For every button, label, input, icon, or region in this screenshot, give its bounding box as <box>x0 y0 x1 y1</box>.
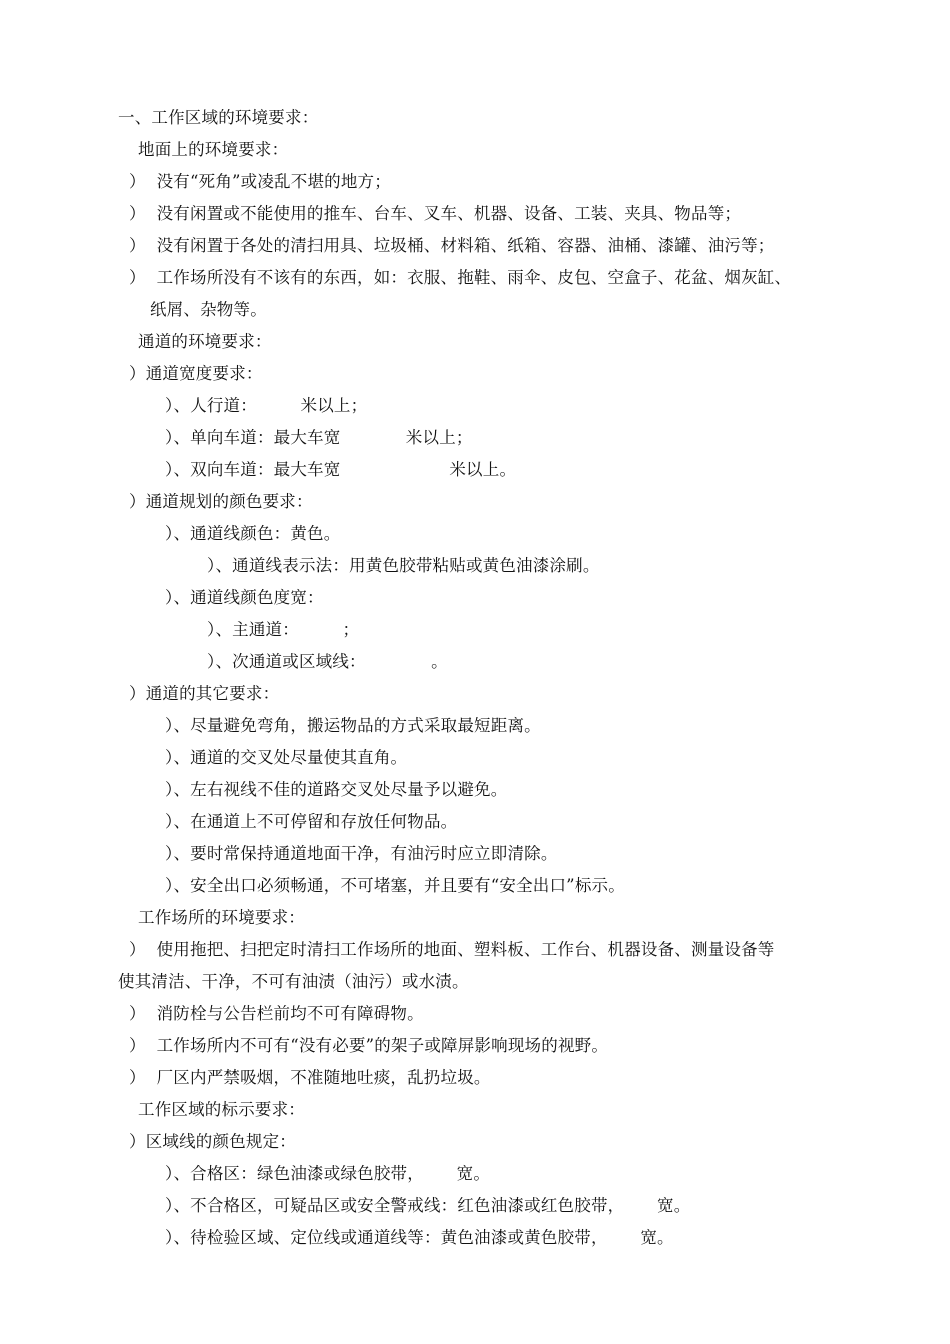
sub-list-item: ）、不合格区，可疑品区或安全警戒线：红色油漆或红色胶带， 宽。 <box>165 1196 691 1215</box>
list-item: ） 厂区内严禁吸烟，不准随地吐痰，乱扔垃圾。 <box>129 1068 491 1087</box>
sub-list-item: ）、尽量避免弯角，搬运物品的方式采取最短距离。 <box>165 716 541 735</box>
section-heading: 一、工作区域的环境要求： <box>118 108 319 127</box>
list-item: ） 没有闲置于各处的清扫用具、垃圾桶、材料箱、纸箱、容器、油桶、漆罐、油污等； <box>129 236 775 255</box>
sub-list-item: ）、通道线颜色：黄色。 <box>165 524 341 543</box>
list-item-continuation: 使其清洁、干净，不可有油渍（油污）或水渍。 <box>118 972 469 991</box>
sub-list-item: ）、左右视线不佳的道路交叉处尽量予以避免。 <box>165 780 508 799</box>
list-item: ）区域线的颜色规定： <box>129 1132 296 1151</box>
sub-list-item: ）、通道线颜色度宽： <box>165 588 324 607</box>
sub-list-item: ）、待检验区域、定位线或通道线等：黄色油漆或黄色胶带， 宽。 <box>165 1228 674 1247</box>
sub-list-item: ）、人行道： 米以上； <box>165 396 368 415</box>
sub-list-item: ）、双向车道：最大车宽 米以上。 <box>165 460 517 479</box>
subsection-heading: 工作场所的环境要求： <box>138 908 305 927</box>
sub-list-item: ）、在通道上不可停留和存放任何物品。 <box>165 812 458 831</box>
list-item: ）通道规划的颜色要求： <box>129 492 313 511</box>
sub-list-item: ）、要时常保持通道地面干净，有油污时应立即清除。 <box>165 844 558 863</box>
list-item: ） 工作场所内不可有“没有必要”的架子或障屏影响现场的视野。 <box>129 1036 609 1055</box>
list-item: ） 工作场所没有不该有的东西，如：衣服、拖鞋、雨伞、皮包、空盒子、花盆、烟灰缸、 <box>129 268 792 287</box>
sub-list-item: ）、单向车道：最大车宽 米以上； <box>165 428 473 447</box>
subsection-heading: 通道的环境要求： <box>138 332 272 351</box>
sub-list-item: ）、安全出口必须畅通，不可堵塞，并且要有“安全出口”标示。 <box>165 876 625 895</box>
list-item: ） 消防栓与公告栏前均不可有障碍物。 <box>129 1004 424 1023</box>
subsection-heading: 工作区域的标示要求： <box>138 1100 305 1119</box>
list-item-continuation: 纸屑、杂物等。 <box>150 300 267 319</box>
list-item: ） 没有闲置或不能使用的推车、台车、叉车、机器、设备、工装、夹具、物品等； <box>129 204 742 223</box>
list-item: ）通道的其它要求： <box>129 684 280 703</box>
sub-list-item: ）、通道的交叉处尽量使其直角。 <box>165 748 408 767</box>
sub-sub-list-item: ）、次通道或区域线： 。 <box>207 652 448 671</box>
list-item: ）通道宽度要求： <box>129 364 263 383</box>
subsection-heading: 地面上的环境要求： <box>138 140 289 159</box>
sub-sub-list-item: ）、主通道： ； <box>207 620 360 639</box>
sub-list-item: ）、合格区：绿色油漆或绿色胶带， 宽。 <box>165 1164 491 1183</box>
sub-sub-list-item: ）、通道线表示法：用黄色胶带粘贴或黄色油漆涂刷。 <box>207 556 600 575</box>
list-item: ） 没有“死角”或凌乱不堪的地方； <box>129 172 391 191</box>
list-item: ） 使用拖把、扫把定时清扫工作场所的地面、塑料板、工作台、机器设备、测量设备等 <box>129 940 775 959</box>
